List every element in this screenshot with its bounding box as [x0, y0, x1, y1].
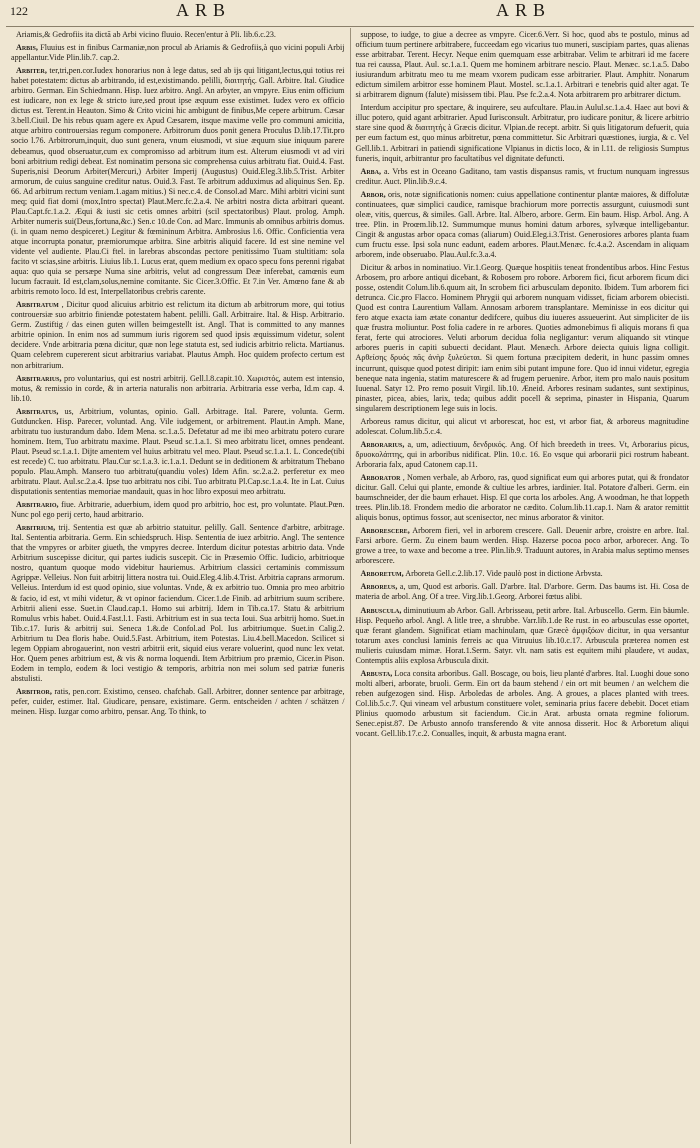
entry-text: ratis, pen.corr. Existimo, censeo. chafchab. Gall. Arbitrer, donner sentence par arbitrage, pefer, cuider, estimer. Ital. Giudicare, pensare, existimare. Germ. entscheiden / achten / schätzen / meinen. Hisp. Iuzgar como arbitro, pensar. Ang. To think, to — [11, 686, 345, 717]
dictionary-entry — [11, 300, 345, 370]
entry-text: oris, notæ significationis nomen: cuius appellatione continentur plantæ maiores, & diffolutæ continuatees, quæ simplici caudice, ramisque brachiorum more porrectis assurgunt, cuiusmodi sunt oleæ, vitis, quercus, & similes. Gall. Arbre. Ital. Albero, arbore. Germ. Ein baum. Hisp. Arbol. Ang. A tree. Plin. in Proœm.lib.12. Summumque munus homini datum arbores, sylvæque intelligebantur. Cingit & angustas arbor opaca comas (aliarum) Ouid.Eleg.i.3.Trist. Generosiores arbores planta fuam cum fructu esse. Ipsi sola nunc eadunt, eadem arbores. Plaut.Menæc. fc.4.a.2. Ascendam in aliquam arborem, inde obseruabo. Plau.Aul.fc.3.a.4. — [355, 189, 689, 259]
dictionary-entry — [356, 103, 690, 163]
entry-text: a, um, Quod est arboris. Gall. D'arbre. Ital. D'arbore. Germ. Das baums ist. Hi. Cosa de materia de arbol. Ang. Of a tree. Virg.lib.1.Georg. Arborei fœtus alibi. — [355, 582, 689, 602]
entry-text: trij. Sententia est quæ ab arbitrio statuitur. pelilly. Gall. Sentence d'arbitre, arbitrage. Ital. Sententia arbitraria. Germ. Ein schiedspruch. Hisp. Sententia de iuez arbitrio. Angl. The sentence that the vmpyres or arbiter giueth, the vmpyres decree. Interdum dicitur potestas arbitrio data. Vnde Arbitrium suscepisse dicitur, qui partes iudicis suscepit. Cic in Præsemio Offic. Iudicio, arbitrioque nostro, quantum quoque modo videbitur hauriemus. Arbitrium classici certaminis commissum Agrippæ. Velleius. Non fuit arbitrij littera nostra tui. Ouid.Eleg.4.lib.4.Trist. Arbitria caprans armorum. Velleius. Interdum id est quod opinio, siue voluntas. Vnde, & ex arbitrio tuo. Omnia pro meo arbitrio & facio, id est, vt mihi videtur, & vt opinor faciendum. Cicer.1.de Finib. ad arbitrium suum scribere. Arbitrii alieni esse. Suet.in Claud.cap.1. Homo sui arbitrij. Idem in Tib.ca.17. Statu & arbitrium Romulus vrbis habet. Ouid.4.Fast.l.1. Fasti. Arbitrium est in sua tecta Ioui. Sua arbitrij homo. Suet.in Tib.c.17. Iuris & arbitrij sui. Seneca 1.&.de Confol.ad Pol. Ius arbitriumque. Suet.in Calig.2. Arbitrium tu Dea floris habe. Ouid.5.Fast. Arbitrium, item Potestas. Liu.4.bell.Macedon. Scilicet si legem Oppiam abrogauerint, non vestri arbitrii erit, siquid eius verare voluerint, quod nunc lex vetat. Hor. Quem penes arbitrium est, & vis & norma loquendi. Item Arbitrium pro præmio, Cicer.in Pison. Eodem in templo, eodem & loci vestigio & temporis, arbitria non mei solum sed patriæ funeris abstulisti. — [11, 523, 345, 683]
entry-headword: Arba, — [360, 166, 382, 176]
entry-text: a. Vrbs est in Oceano Gaditano, tam vastis dispansus ramis, vt fructum nunquam ingressus creditur. Auct. Plin.lib.9.c.4. — [355, 166, 689, 186]
dictionary-entry — [356, 473, 690, 523]
entry-headword: Arbor, — [360, 189, 386, 199]
dictionary-entry — [356, 606, 690, 666]
dictionary-entry — [356, 417, 690, 437]
entry-headword: Arbiter, — [16, 66, 47, 76]
dictionary-entry — [356, 190, 690, 260]
dictionary-entry — [11, 66, 345, 297]
entry-text: Arborem fieri, vel in arborem crescere. Gall. Deuenir arbre, croistre en arbre. Ital. Farsi arbore. Germ. Zu einem baum werden. Hisp. Hazerse pocoa poco arbor, arborecer. Ang. To growe a tree, to waxe and become a tree. Plin.lib.9. Traduunt autores, in Arabia malus septimo menses arborescere. — [355, 526, 689, 566]
entry-text: Ariamis,& Gedrofiis ita dictā ab Arbi vicino fluuio. Recen'entur à Pli. lib.6.c.23. — [16, 30, 276, 39]
running-head-left: ARB — [176, 0, 232, 20]
entry-text: pro voluntarius, qui est nostri arbitrij. Gell.l.8.capit.10. Χωριστός, autem est intensio, motus, & remissio in corde, & in arteria naturalis non arbitraria. Arbitraria esse verba, Id.m cap. 4. lib.10. — [11, 373, 345, 403]
dictionary-entry — [11, 687, 345, 717]
entry-headword: Arboreus, — [360, 582, 398, 592]
entry-text: us, Arbitrium, voluntas, opinio. Gall. Arbitrage. Ital. Parere, volunta. Germ. Gutduncken. Hisp. Parecer, voluntad. Ang. Vile iudgement, or arbitrement. Plaut.in Amph. Mane, arbitratu tuo iusturandum dabo. Idem Mena. sc.1.a.5. Defetatur ad me ibi meo arbitratu potero curare hominem. Item, Tuo arbitratu maxime. Plaut. Pseud sc.1.a.1. Si meo arbitratu licet, omnes pendeant. Plaut. Pseud sc.1.a.1. Dijte amentem vel huius arbitratu vel meo. Plaut. Pseud sc.1.a.1. L. Concede(tibi est recede) C. tuo arbitratu. Plau.Cur sc.1.a.3. ic.1.a.1. Dedunt se in deditionem & arbitratum Thebano populo. Plau.Amph. Mansero tuo arbitratu(quandiu voles) Idem Afin. sc.2.a.2. perferetur ex meo arbitratu. Plaut. Aul.sc.2.a.4. Ipse tuo arbitratu nos cibi. Tuo arbitratu Pl.Cap.sc.1.a.4. Ite in Lat. Cuius disputationis sententias memoriae mandauit, quas in hoc libro exposui meo arbitratu. — [11, 406, 345, 497]
dictionary-entry — [356, 669, 690, 739]
dictionary-entry — [356, 582, 690, 602]
entry-headword: Arbitratum — [16, 300, 59, 310]
running-header — [6, 0, 694, 27]
running-head-right: ARB — [496, 0, 552, 20]
dictionary-entry — [11, 30, 345, 40]
dictionary-entry — [356, 167, 690, 187]
right-column — [351, 28, 695, 1144]
entry-text: suppose, to iudge, to giue a decree as vmpyre. Cicer.6.Verr. Si hoc, quod abs te postulo, minus ad officium tuum pertinere arbitrabere, fucceedam ego vicarius tuo muneri, suscipiam partes, quas alienas esse arbitrabar. Terent. Hecyr. Neque enim quemquam esse arbitrabar. Velim te arbitrari id me facere tua rei caussa, Plaut. Aul. sc.1.a.1. Quem me hominem arbitrare nescio. Plaut. Menæc. sc.1.a.5. Dabo iusiurandum arbitratu meo tu me meam vxorem pudicam esse arbitrarier. Plaut. Amphitr. Nonarum edictum similem arbitror esse hominem Plaut. Mostel. sc.1.a.1. Arbitrari e tenebris quid alter agat. Te si arbitrarem dignum (falute) misissem tibi. Plau. Pse fc.2.a.4. Nota arbitrarem pro arbitrarer dictum. — [355, 30, 689, 100]
entry-text: , Dicitur quod alicuius arbitrio est relictum ita dictum ab arbitrorum more, qui totius controuersiæ suo arbitrio finiendæ potestatem habent. pelilli. Gall. Arbitraire. Ital. & Hisp. Arbitrario. Germ. Zustiftig / das einen guten willen beimgestellt ist. Angl. That is committed to any mannes arbitrie opinion. In enim nos ad summum iuris rigorem sed quod ipsis æquissimum videtur, solent decidere. Vnde arbitraria pœna dicitur, quæ non lege statuta est, sed iudicis arbitrio relicta. Martianus. Quam celebrem cupererent sicut arbitrarius variabat. Plautus Amph. Hoc quidem profecto certum est non arbitrarium. — [11, 300, 345, 370]
entry-headword: Arbitrarius, — [16, 373, 62, 383]
entry-headword: Arboretum, — [360, 569, 404, 579]
entry-text: diminutiuum ab Arbor. Gall. Arbrisseau, petit arbre. Ital. Arbuscello. Germ. Ein bäumle. Hisp. Pequeño arbol. Angl. A litle tree, a shrubbe. Varr.lib.1.de Re rust. in eo arbusculas esse oportet, quæ ferant glandem. Significat etiam machinulam, quæ Græcè ἀμφιξόων dicitur, in qua versantur totarum axes conclusi laminis ferreis ac qua Vitruuius lib.10.c.17. Arbuscula præterea nomen est mulieris cuiusdam mimæ. Horat.1.Serm. Satyr. vlt. nam satis est equitem mihi plaudere, vt audax, Contemptis aliis explosa Arbuscula dixit. — [355, 605, 689, 665]
entry-headword: Arborarius, — [360, 439, 405, 449]
left-column — [6, 28, 351, 1144]
entry-text: Arboreus ramus dicitur, qui alicut vt arborescat, hoc est, vt arbor fiat, & arboreus magnitudine adolescat. Colum.lib.5.c.4. — [355, 416, 689, 436]
dictionary-entry — [356, 440, 690, 470]
entry-headword: Arbitratus, — [16, 406, 59, 416]
entry-text: Loca consita arboribus. Gall. Boscage, ou bois, lieu planté d'arbres. Ital. Luoghi doue sono molti alberi, arborate, bruoli. Germ. Ein ort da baum stehend / ein ort mit beumen / an welchem die reben aufgezogen sind. Hisp. Arboledas de arboles. Ang. A groues, a places planted with trees. Col.lib.5.c.7. Qui vineam vel arbustum constituere volet, seminaria prius facere debebit. Docet etiam Plinius quomodo arbustum sit faciendum. Cic.in Arat. arbusta ornata regmine foliorum. Senec.epist.87. De Arbusto annofo transferendo & vite annosa disserit. Hoc & Arboretum aliqui vocant. Gell.lib.17.c.2. Conualles, inquit, & arbusta magna erant. — [355, 668, 689, 739]
entry-text: Fluuius est in finibus Carmaniæ,non procul ab Ariamis & Gedrofiis,à quo vicini populi Arbij appellantur.Vide Plin.lib.7. cap.2. — [11, 43, 345, 63]
dictionary-entry — [11, 43, 345, 63]
entry-text: a, um, adiectiuum, δενδρικός. Ang. Of hich breedeth in trees. Vt, Arborarius picus, δρυοκολάπτης, qui in arboribus nidificat. Plin. 10.c. 16. Eo vsque qui arborarii pici rostrum habeant. Arboraria falx, apud Catonem cap.11. — [355, 439, 689, 469]
dictionary-entry — [11, 407, 345, 497]
page-number: 122 — [10, 4, 28, 18]
dictionary-entry — [356, 263, 690, 414]
dictionary-entry — [356, 569, 690, 579]
dictionary-entry — [356, 30, 690, 100]
dictionary-entry — [11, 500, 345, 520]
dictionary-entry — [356, 526, 690, 566]
two-column-body — [6, 28, 694, 1144]
entry-headword: Arborator — [360, 472, 401, 482]
dictionary-entry — [11, 523, 345, 684]
dictionary-entry — [11, 374, 345, 404]
entry-headword: Arbuscula, — [360, 605, 402, 615]
entry-text: Interdum accipitur pro spectare, & inquirere, seu aufcultare. Plau.in Aulul.sc.1.a.4. Haec aut bovi & illuc potero, quid agant arbitrarier. Apud Iurisconsult. Arbitratur, pro iudicare ponitur, & licere arbitrio stare sine quod & διαιτητής à Græcis dicitur. Vlpian.de recept. arbitr. Si quis litigatorum defuerit, quia per eum factum est, quo minus arbitretur, pœna committetur. Sic Arbitrari quæstiones, iurgia, & c. Vel Gell.lib.1. Arbitrari in patiendi significatione Vlpianus in dictis loco, & in l.11. de religiosis Sumptus funeris, inquit, arbitrantur pro facultatibus vel dignitate defuncti. — [355, 103, 689, 163]
entry-text: Arboreta Gell.c.2.lib.17. Vide paulò post in dictione Arbvsta. — [405, 569, 603, 579]
entry-headword: Arbitror, — [16, 686, 52, 696]
entry-headword: Arborescere, — [360, 526, 410, 536]
entry-headword: Arbis, — [16, 43, 38, 53]
entry-text: Dicitur & arbos in nominatiuo. Vir.1.Georg. Quæque hospitiis teneat frondentibus arbos. Hinc Festus Arbosem, pro arbore antiqui dicebant, & Robosem pro robore. Arborem fici, ficut arborem ficum dici posse, ostendit Colum.lib.6.quum ait, In scrobem fici arbusculam deponito. Ibidem. Tum arborem fici detrunca. Cic.pro Flacco. Hominem Phrygii qui arborem nunquam vidisset, ficiam arborem obiecisti. Quod est contra Laurentium Vallam. Annosam arborem transplantare. Meminisse in eos dicitur qui fero atque exacta iam ætate conantur dedifcere, quibus diu iuueres assueuerint. Aut simpliciter de iis quæ frustra moliuntur. Post folia cadere in re arbores. Quoties admonebimus fi aliquis morans fi qua ferat, ferte qui atrociores. Veluti arborum decidua folia negligantur: verum aliquando sit vtinque arbores pueris in capiti subuecti decidant. Plaut. Menæch. Arbore deiecta quiuis ligna colligit. Αρθείσης δρυός πᾶς ἀνὴρ ξυλεύεται. Si quem fortuna præcipitem dederit, in hunc passim omnes incurrunt, quisque quod potest diripit: iam enim sibi putant impune fore. Quo id innui videtur, egregia beneque nata ingenia, statim maturescere & ad frugem peruenire. Arbor, item pro malo nauis positum Iuuenal. Satyr 12. Pro remo posuit Virgil. lib.10. Æneid. Arbores resinam sudantes, sunt sextipinus, pinaster, picea, abies, larix, teda; quibus addit pocell & seprima, pinaster in Hispania, Quarum singularem descriptionem lege suis in locis. — [355, 263, 689, 413]
entry-headword: Arbusta, — [360, 668, 393, 678]
entry-text: , Nomen verbale, ab Arboro, ras, quod significat eum qui arbores putat, qui & frondator dicitur. Gall. Celui qui plante, emonde & cultiue les arbres, iardinier. Ital. Potatore d'alberi. Germ. ein baumschneider, der die baum erhauet. Hisp. El que corta los arboles. Ang. A woodman, he that loppeth trees. Plin.lib.18. Frondem medio die arborator ne cædito. Colum.lib.11.cap.1. Nam & arator remittit aliquis bonus, optimus fossor, aut scenisector, nec minus arborator & vinitor. — [355, 472, 689, 523]
entry-text: fiue. Arbitrarie, aduerbium, idem quod pro arbitrio, hoc est, pro voluntate. Plaut.Pœn. Nunc pol ego perij certo, haud arbitrario. — [11, 500, 345, 520]
entry-text: ter,tri,pen.cor.Iudex honorarius non à lege datus, sed ab ijs qui litigant,lectus,qui totius rei habet potestatem: dictus ab arbitrando, id est,existimando. pelilli, διαιτητής. Gall. Arbitre. Ital. Giudice arbitro. German. Ein Schiedmann. Hisp. Iuez arbitro. Angl. An arbyter, an vmpyre. Eius enim officium est iudicare, non ex lege & stricto iure,sed prout ipse æquum esse existimet. Iudex vero ex officio dictus est. Terent.in Heauton. Simo & Crito vicini hic ambigunt de finibus,Me cepere arbitrum. Cæsar 3.bell.Ciuil. De his rebus quam agere ex Apud Cæsarem, itsque maxime velle pro communi amicitia, atque arbitro controuersias regum componere. Arbitrorum duos ponit genera Proculus D.lib.17.Tit.pro socio l.76. Arbitrorum,inquit, duo sunt genera, vnum eiusmodi, vt siue æquum siue iniquum parere debeamus, quod obseruatur,cum ex compromisso ad arbitrum itum est. Alterum eiusmodi vt ad viri boni arbitrium redigi debeat. Est nominatim persona sic comprehensa cuius arbitratu fiat. Ouid.4. Fast. Superis,nisi Deorum Arbiter(Mercuri,) Arbiter Imperij (Augustus) Ouid.Eleg.3.lib.5.Trist. Arbiter armorum, de cuius sanguine creditur natus. Ouid.3. Fast. Te arbitrum adduximus ad aliquinus Sen. Ep. 66. Ad arbitrum rectum veniam.1.agam mitius.) Si nec.c.4. de Consol.ad Marc. Mihi arbitri vicini sunt meq; quid fiat domi (mox,Intro spectat) Plaut.Merc.fc.2.a.4. Ne arbitri nostra dicta arbitrari queant. Plau.Capt.fc.1.a.2. Æqui & iusti sic cetis omnes arbitri (scil spectatoribus) Plaut. prolog. Amph. Arbiter numeris sui(Deus,fortuna,&c.) Sen.c 10.de Con. ad Marc. Immunis ab omnibus arbitris domus. (i. in quam nemo despiceret.) Legitur & fœmininum Arbitra. Ambrosius l.6. Offic. Conficientia vera atque incorrupta ponatur, præmiorumque arbitra. Sine arbitris aliquid facere. Id est sine nemine vel vidente vel audiente. Plau.Ci ftel. in larebras abscondas pectore penitissimo Tuam stultitiam: sola facito vt scias,sine arbitris. Liuius lib.1. Lucus erat, quem medium ex opaco specu fons perenni rigabat aqua: quo quia se persæpe Numa sine arbitris, velut ad congressum Deæ inferebat, camœnis eum lucum facrauit. Id est,clam,solus,nemine comitante. Sic Cicer.3.Offic. Et 7.in Ver. Amœno fane & ab arbitris remoto loco. Id est, Interpellatoribus crebris carente. — [11, 66, 345, 297]
entry-headword: Arbitrium, — [16, 523, 56, 533]
entry-headword: Arbitrario, — [16, 500, 59, 510]
